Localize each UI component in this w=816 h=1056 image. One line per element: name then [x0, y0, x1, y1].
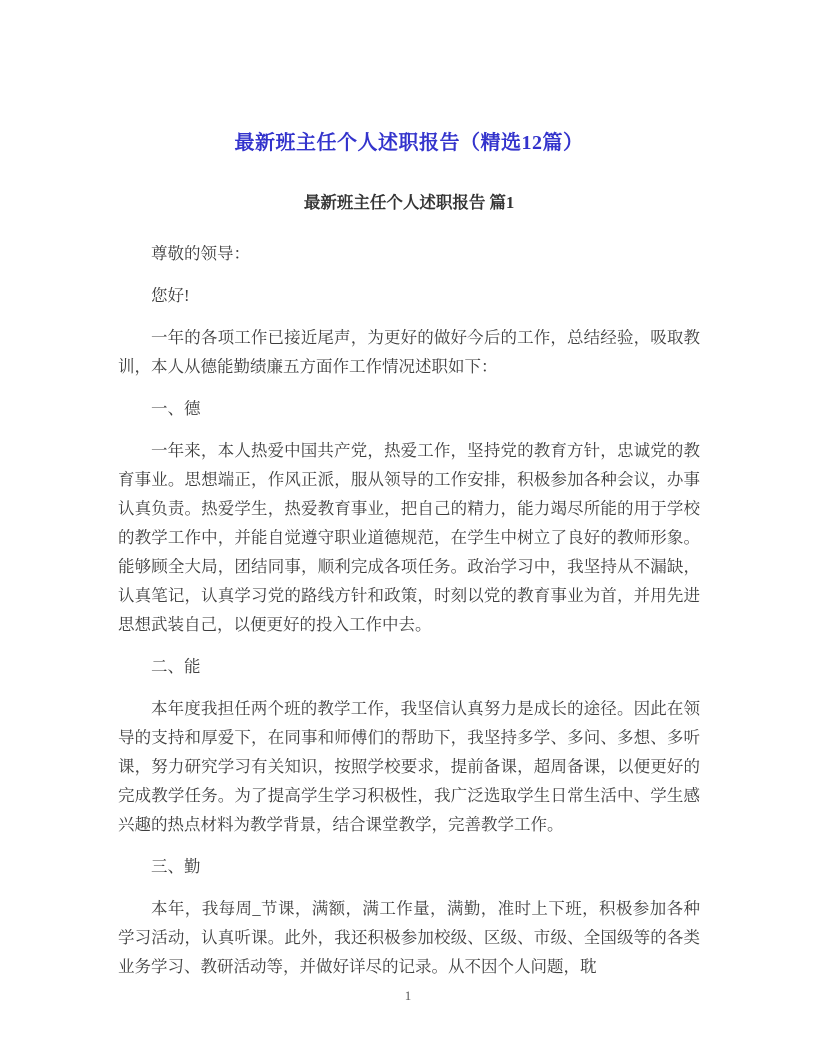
- paragraph-intro: 一年的各项工作已接近尾声，为更好的做好今后的工作，总结经验，吸取教训，本人从德能勤绩廉五方面作工作情况述职如下：: [118, 328, 700, 376]
- paragraph-heading-de: 一、德: [151, 399, 201, 418]
- paragraph-salutation: 尊敬的领导：: [151, 244, 250, 263]
- page-number: 1: [404, 988, 412, 1003]
- paragraph-heading-neng: 二、能: [151, 657, 201, 676]
- section-subtitle: 最新班主任个人述职报告 篇1: [303, 193, 515, 212]
- page-title: 最新班主任个人述职报告（精选12篇）: [234, 132, 584, 154]
- paragraph-qin-body: 本年，我每周_节课，满额，满工作量，满勤，准时上下班，积极参加各种学习活动，认真听课。此外，我还积极参加校级、区级、市级、全国级等的各类业务学习、教研活动等，并做好详尽的记录。从不因个人问题，耽: [118, 899, 700, 976]
- paragraph-de-body: 一年来，本人热爱中国共产党，热爱工作，坚持党的教育方针，忠诚党的教育事业。思想端正，作风正派，服从领导的工作安排，积极参加各种会议，办事认真负责。热爱学生，热爱教育事业，把自己的精力，能力竭尽所能的用于学校的教学工作中，并能自觉遵守职业道德规范，在学生中树立了良好的教师形象。能够顾全大局，团结同事，顺利完成各项任务。政治学习中，我坚持从不漏缺，认真笔记，认真学习党的路线方针和政策，时刻以党的教育事业为首，并用先进思想武装自己，以便更好的投入工作中去。: [118, 441, 700, 634]
- paragraph-heading-qin: 三、勤: [151, 857, 201, 876]
- document-body: [118, 239, 700, 981]
- paragraph-neng-body: 本年度我担任两个班的教学工作，我坚信认真努力是成长的途径。因此在领导的支持和厚爱下，在同事和师傅们的帮助下，我坚持多学、多问、多想、多听课，努力研究学习有关知识，按照学校要求，提前备课，超周备课，以便更好的完成教学任务。为了提高学生学习积极性，我广泛选取学生日常生活中、学生感兴趣的热点材料为教学背景，结合课堂教学，完善教学工作。: [118, 699, 700, 834]
- paragraph-greeting: 您好!: [151, 286, 190, 305]
